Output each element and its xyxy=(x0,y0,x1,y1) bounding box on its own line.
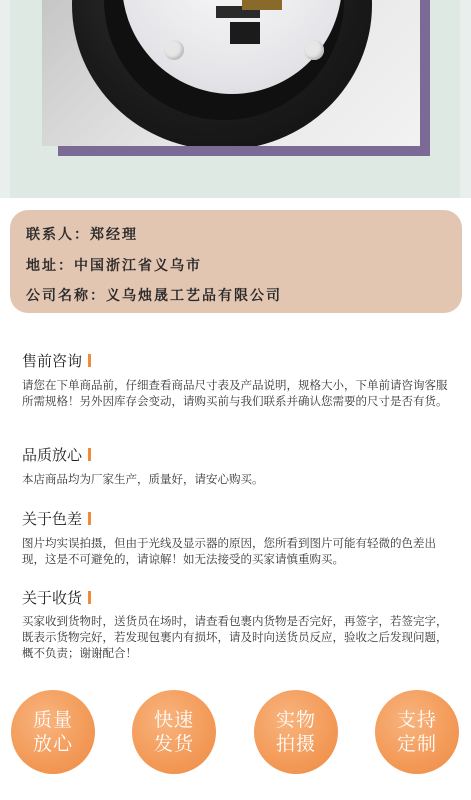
badge-line: 发货 xyxy=(153,733,194,755)
section-body-receipt: 买家收到货物时，送货员在场时，请查看包裹内货物是否完好，再签字，若签完字，既表示货物完好，若发现包裹内有损坏，请及时向送货员反应，验收之后发现问题，概不负责；谢谢配合！ xyxy=(22,614,448,660)
badge-fast-shipping xyxy=(132,690,216,774)
contact-address-value: 中国浙江省义乌市 xyxy=(74,258,202,274)
product-photo xyxy=(42,0,420,146)
badge-line: 支持 xyxy=(396,709,437,731)
section-title-text: 品质放心 xyxy=(22,446,83,464)
product-peg xyxy=(304,40,324,60)
section-title-text: 关于色差 xyxy=(22,510,83,528)
badge-line: 快速 xyxy=(153,709,194,731)
section-body-presale: 请您在下单商品前，仔细查看商品尺寸表及产品说明，规格大小，下单前请咨询客服所需规格！另外因库存会变动，请购买前与我们联系并确认您需要的尺寸是否有货。 xyxy=(22,378,448,408)
badge-real-photo xyxy=(254,690,338,774)
product-switch xyxy=(230,22,260,44)
contact-address-label: 地址： xyxy=(26,258,74,274)
section-title-text: 关于收货 xyxy=(22,589,83,607)
contact-person-value: 郑经理 xyxy=(90,227,138,243)
badge-customization xyxy=(375,690,459,774)
product-banner xyxy=(0,0,471,198)
product-contact xyxy=(242,0,282,10)
contact-address xyxy=(26,255,202,275)
section-title-text: 售前咨询 xyxy=(22,352,83,370)
section-body-color: 图片均实误拍摄，但由于光线及显示器的原因，您所看到图片可能有轻微的色差出现，这是不可避免的，请谅解！如无法接受的买家请慎重购买。 xyxy=(22,536,436,566)
contact-person xyxy=(26,224,138,244)
badge-line: 质量 xyxy=(32,709,73,731)
badge-line: 实物 xyxy=(275,709,316,731)
banner-edge-right xyxy=(460,0,471,198)
section-title-receipt xyxy=(22,587,91,608)
section-title-presale xyxy=(22,350,91,371)
contact-company xyxy=(26,285,282,305)
accent-bar xyxy=(88,591,91,604)
accent-bar xyxy=(88,354,91,367)
badge-quality xyxy=(11,690,95,774)
contact-company-label: 公司名称： xyxy=(26,288,106,304)
section-title-quality xyxy=(22,444,91,465)
contact-person-label: 联系人： xyxy=(26,227,90,243)
contact-card xyxy=(10,210,462,313)
accent-bar xyxy=(88,448,91,461)
section-title-color xyxy=(22,508,91,529)
badge-line: 定制 xyxy=(396,733,437,755)
badge-line: 拍摄 xyxy=(275,733,316,755)
contact-company-value: 义乌烛晟工艺品有限公司 xyxy=(106,288,282,304)
accent-bar xyxy=(88,512,91,525)
section-body-quality: 本店商品均为厂家生产，质量好，请安心购买。 xyxy=(22,472,264,486)
product-peg xyxy=(164,40,184,60)
banner-edge-left xyxy=(0,0,10,198)
badge-line: 放心 xyxy=(32,733,73,755)
